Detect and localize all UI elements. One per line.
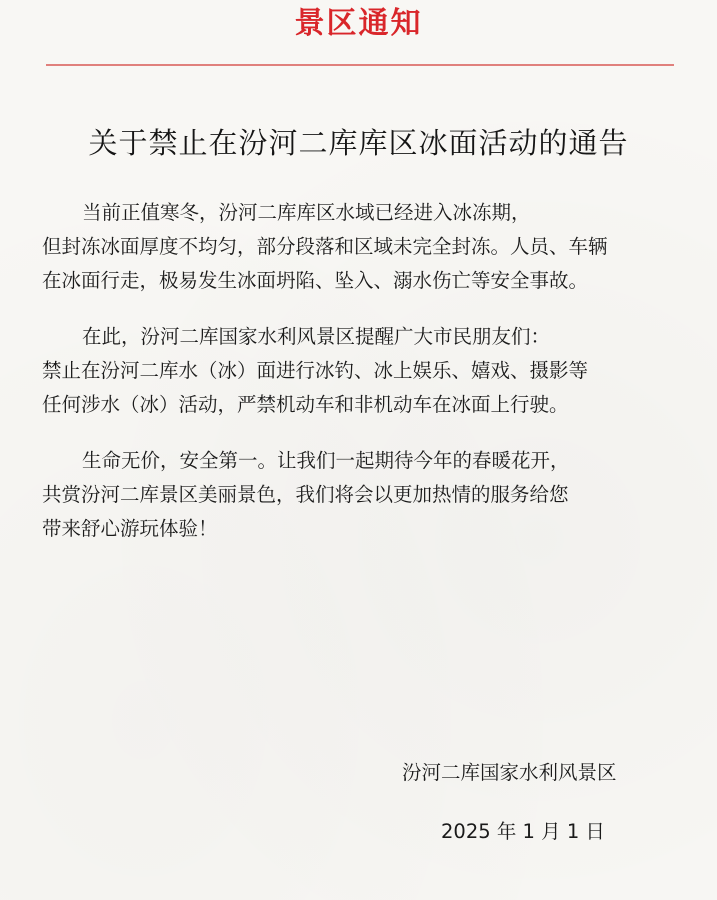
notice-title: 关于禁止在汾河二库库区冰面活动的通告 <box>88 126 629 160</box>
paragraph-line: 生命无价，安全第一。让我们一起期待今年的春暖花开， <box>82 449 570 472</box>
header-divider <box>46 64 674 66</box>
paragraph-line: 共赏汾河二库景区美丽景色，我们将会以更加热情的服务给您 <box>42 483 569 506</box>
paragraph-line: 任何涉水（冰）活动，严禁机动车和非机动车在冰面上行驶。 <box>42 393 569 416</box>
paragraph-3 <box>42 444 692 546</box>
paragraph-line: 但封冻冰面厚度不均匀，部分段落和区域未完全封冻。人员、车辆 <box>42 235 608 258</box>
paragraph-line: 在此，汾河二库国家水利风景区提醒广大市民朋友们： <box>82 325 551 348</box>
paragraph-line: 当前正值寒冬，汾河二库库区水域已经进入冰冻期， <box>82 201 531 224</box>
paragraph-line: 带来舒心游玩体验！ <box>42 517 218 540</box>
header-title: 景区通知 <box>294 6 423 41</box>
paragraph-line: 在冰面行走，极易发生冰面坍陷、坠入、溺水伤亡等安全事故。 <box>42 269 589 292</box>
paragraph-line: 禁止在汾河二库水（冰）面进行冰钓、冰上娱乐、嬉戏、摄影等 <box>42 359 589 382</box>
notice-body <box>42 196 692 568</box>
issuer-signature: 汾河二库国家水利风景区 <box>402 761 617 784</box>
paragraph-1 <box>42 196 692 298</box>
issue-date: 2025 年 1 月 1 日 <box>441 820 605 843</box>
paragraph-2 <box>42 320 692 422</box>
